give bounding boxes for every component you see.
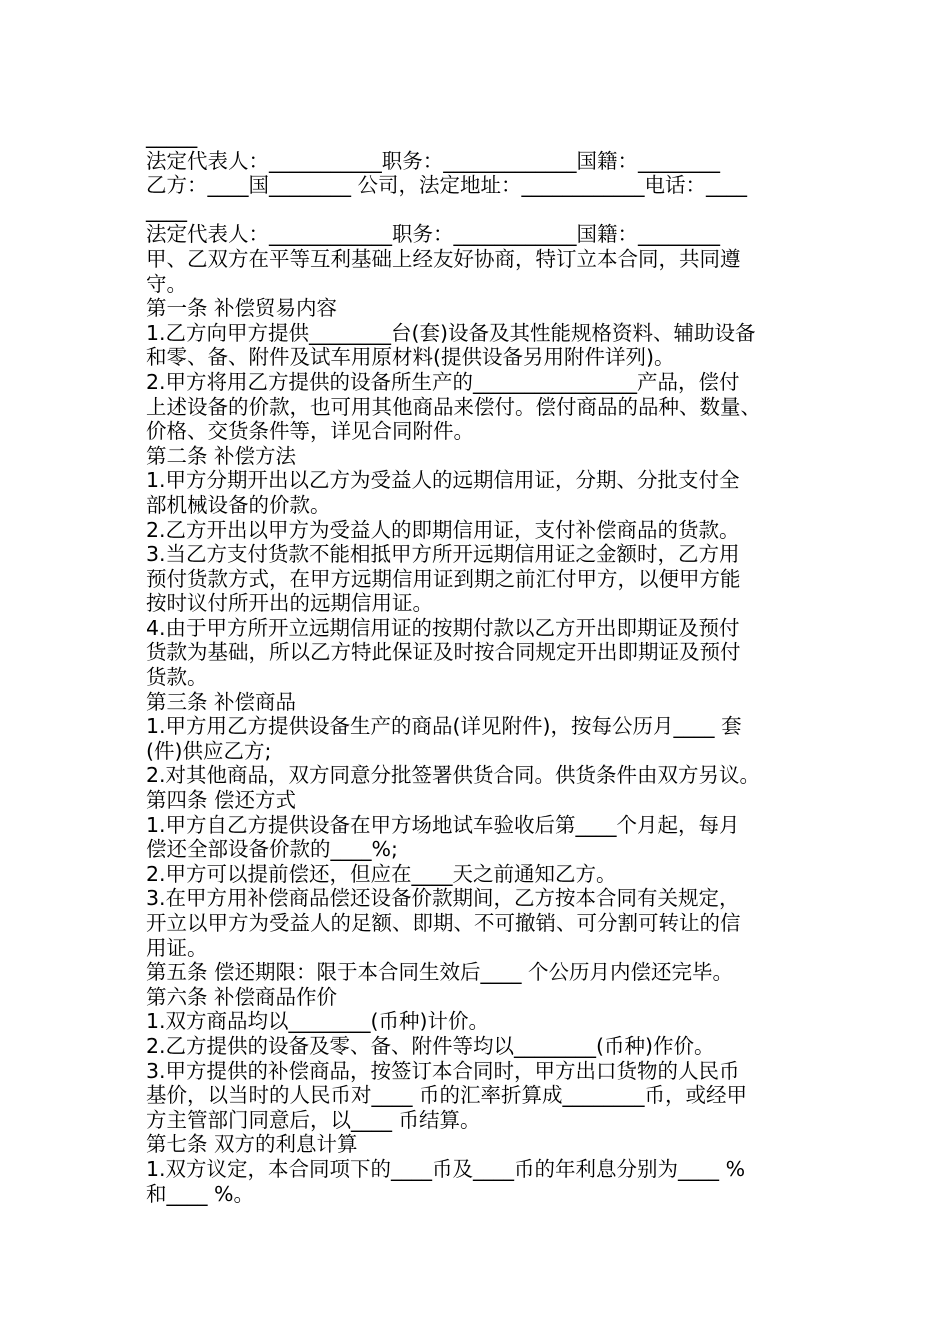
text-line: 1.乙方向甲方提供________台(套)设备及其性能规格资料、辅助设备	[146, 320, 756, 345]
text-line: 货款为基础，所以乙方特此保证及时按合同规定开出即期证及预付	[146, 640, 741, 665]
text-line: 方主管部门同意后，以____ 币结算。	[146, 1107, 481, 1132]
text-line: 上述设备的价款，也可用其他商品来偿付。偿付商品的品种、数量、	[146, 394, 761, 419]
text-line: 和零、备、附件及试车用原材料(提供设备另用附件详列)。	[146, 345, 675, 370]
text-line: _____	[146, 124, 198, 148]
section-heading: 第二条 补偿方法	[146, 443, 297, 468]
text-line: 按时议付所开出的远期信用证。	[146, 591, 433, 616]
section-heading: 第一条 补偿贸易内容	[146, 296, 338, 321]
text-line: 开立以甲方为受益人的足额、即期、不可撤销、可分割可转让的信	[146, 911, 741, 935]
text-line: 1.双方议定，本合同项下的____币及____币的年利息分别为____ %	[146, 1156, 746, 1181]
text-line: 2.甲方将用乙方提供的设备所生产的________________产品，偿付	[146, 369, 740, 394]
text-line: 守。	[146, 271, 187, 296]
section-heading: 第四条 偿还方式	[146, 788, 297, 813]
text-line: (件)供应乙方;	[146, 738, 272, 763]
text-line: 和____ %。	[146, 1181, 254, 1206]
text-line: 偿还全部设备价款的____%;	[146, 837, 398, 862]
text-line: 2.乙方开出以甲方为受益人的即期信用证，支付补偿商品的货款。	[146, 517, 740, 542]
text-line: ____	[146, 197, 187, 222]
text-line: 法定代表人：___________职务：_____________国籍：________	[146, 148, 720, 173]
text-line: 3.在甲方用补偿商品偿还设备价款期间，乙方按本合同有关规定，	[146, 886, 740, 911]
text-line: 1.甲方用乙方提供设备生产的商品(详见附件)，按每公历月____ 套	[146, 714, 742, 739]
text-line: 甲、乙双方在平等互利基础上经友好协商，特订立本合同，共同遵	[146, 246, 741, 271]
text-line: 法定代表人：____________职务：____________国籍：________	[146, 222, 720, 247]
text-line: 1.双方商品均以________(币种)计价。	[146, 1009, 490, 1034]
contract-text	[146, 124, 816, 1206]
text-line: 2.乙方提供的设备及零、备、附件等均以________(币种)作价。	[146, 1033, 715, 1058]
text-line: 价格、交货条件等，详见合同附件。	[146, 419, 474, 444]
text-line: 货款。	[146, 665, 208, 690]
text-line: 1.甲方分期开出以乙方为受益人的远期信用证，分期、分批支付全	[146, 468, 740, 493]
section-heading: 第五条 偿还期限：限于本合同生效后____ 个公历月内偿还完毕。	[146, 960, 734, 985]
section-heading: 第六条 补偿商品作价	[146, 984, 338, 1009]
text-line: 1.甲方自乙方提供设备在甲方场地试车验收后第____个月起，每月	[146, 812, 740, 837]
text-line: 基价，以当时的人民币对____ 币的汇率折算成________币，或经甲	[146, 1083, 748, 1108]
section-heading: 第三条 补偿商品	[146, 689, 297, 714]
text-line: 2.对其他商品，双方同意分批签署供货合同。供货条件由双方另议。	[146, 763, 761, 788]
text-line: 3.当乙方支付货款不能相抵甲方所开远期信用证之金额时，乙方用	[146, 542, 740, 567]
text-line: 预付货款方式，在甲方远期信用证到期之前汇付甲方，以便甲方能	[146, 566, 741, 591]
text-line: 4.由于甲方所开立远期信用证的按期付款以乙方开出即期证及预付	[146, 615, 740, 640]
text-line: 2.甲方可以提前偿还，但应在____天之前通知乙方。	[146, 861, 617, 886]
text-line: 乙方：____国________ 公司，法定地址：____________电话：____	[146, 173, 748, 198]
text-line: 3.甲方提供的补偿商品，按签订本合同时，甲方出口货物的人民币	[146, 1058, 740, 1083]
text-line: 部机械设备的价款。	[146, 492, 331, 517]
text-line: 用证。	[146, 935, 208, 960]
section-heading: 第七条 双方的利息计算	[146, 1132, 358, 1157]
